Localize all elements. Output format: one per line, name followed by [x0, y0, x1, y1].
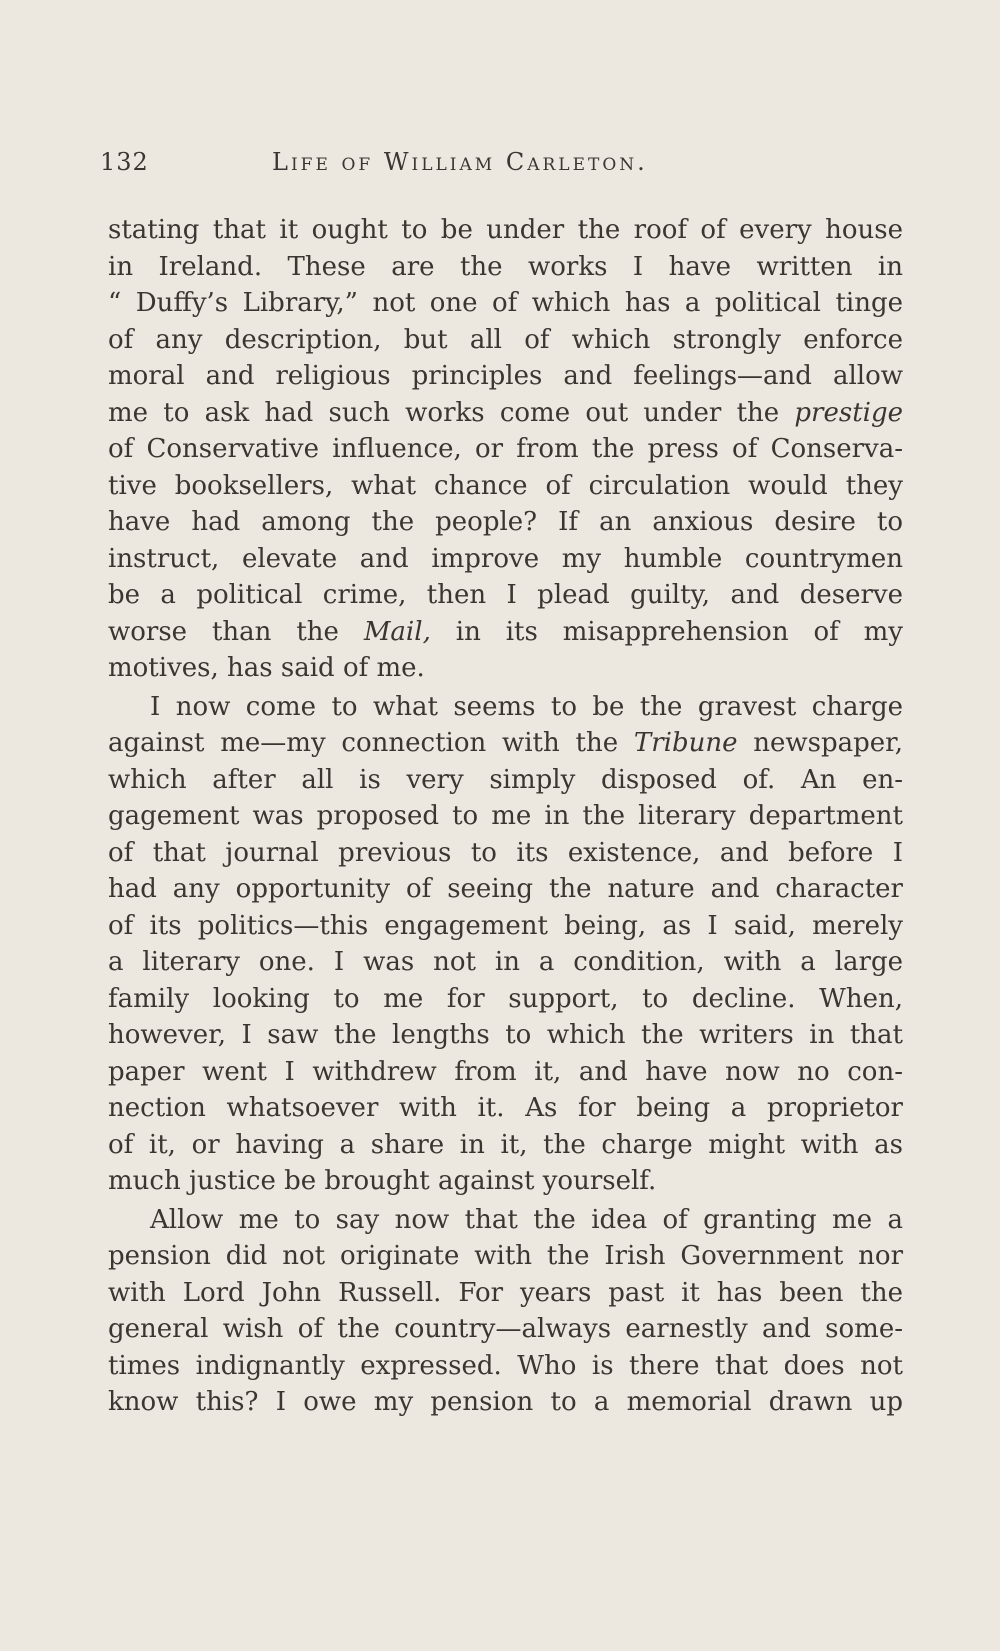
text-line: [108, 614, 903, 651]
text-line: of any description, but all of which strongly enforce: [108, 324, 903, 355]
text-line: which after all is very simply disposed of. An en-: [108, 764, 903, 795]
text-line: [108, 725, 903, 762]
text-line: family looking to me for support, to decline. When,: [108, 983, 903, 1014]
running-head: [100, 148, 900, 188]
text-line: tive booksellers, what chance of circulation would they: [108, 470, 903, 501]
page-number: 132: [100, 148, 149, 176]
italic-word: Mail,: [363, 616, 431, 647]
text-line: of Conservative influence, or from the press of Conserva-: [108, 434, 903, 464]
text-line: in Ireland. These are the works I have written in: [108, 251, 903, 282]
text-segment: worse than the: [108, 616, 339, 647]
text-line: gagement was proposed to me in the literary department: [108, 801, 903, 831]
italic-word: Tribune: [633, 728, 738, 758]
text-segment: me to ask had such works come out under the: [108, 397, 780, 428]
text-line: with Lord John Russell. For years past it has been the: [108, 1277, 903, 1308]
text-segment: against me—my connection with the: [108, 728, 619, 758]
text-line: of its politics—this engagement being, as I said, merely: [108, 910, 903, 941]
text-line: general wish of the country—always earnestly and some-: [108, 1314, 903, 1344]
text-segment: in its misapprehension of my: [455, 616, 903, 647]
body-text: [108, 212, 903, 1421]
text-line: of it, or having a share in it, the charge might with as: [108, 1129, 903, 1160]
text-line: had any opportunity of seeing the nature and character: [108, 874, 903, 904]
text-line: nection whatsoever with it. As for being a proprietor: [108, 1093, 903, 1123]
text-line: have had among the people? If an anxious desire to: [108, 507, 903, 537]
text-line: much justice be brought against yourself.: [108, 1166, 657, 1196]
text-line: paper went I withdrew from it, and have now no con-: [108, 1056, 903, 1087]
italic-word: prestige: [794, 397, 903, 428]
running-title: Life of William Carleton.: [272, 148, 648, 176]
text-line: of that journal previous to its existence, and before I: [108, 837, 903, 868]
text-line: know this? I owe my pension to a memorial drawn up: [108, 1387, 903, 1417]
paragraph-first-line: I now come to what seems to be the gravest charge: [150, 691, 903, 722]
text-line: pension did not originate with the Irish Government nor: [108, 1241, 903, 1271]
text-line: times indignantly expressed. Who is there that does not: [108, 1350, 903, 1381]
text-line: instruct, elevate and improve my humble countrymen: [108, 543, 903, 574]
text-line: moral and religious principles and feelings—and allow: [108, 361, 903, 391]
text-line: a literary one. I was not in a condition, with a large: [108, 947, 903, 977]
text-line: stating that it ought to be under the roof of every house: [108, 215, 903, 245]
text-line: “ Duffy’s Library,” not one of which has a political tinge: [108, 288, 903, 318]
text-line: be a political crime, then I plead guilty, and deserve: [108, 580, 903, 610]
paragraph-first-line: Allow me to say now that the idea of granting me a: [150, 1204, 903, 1235]
text-line: however, I saw the lengths to which the writers in that: [108, 1020, 903, 1050]
text-line: motives, has said of me.: [108, 653, 425, 683]
text-segment: newspaper,: [753, 728, 903, 758]
text-line: [108, 395, 903, 432]
